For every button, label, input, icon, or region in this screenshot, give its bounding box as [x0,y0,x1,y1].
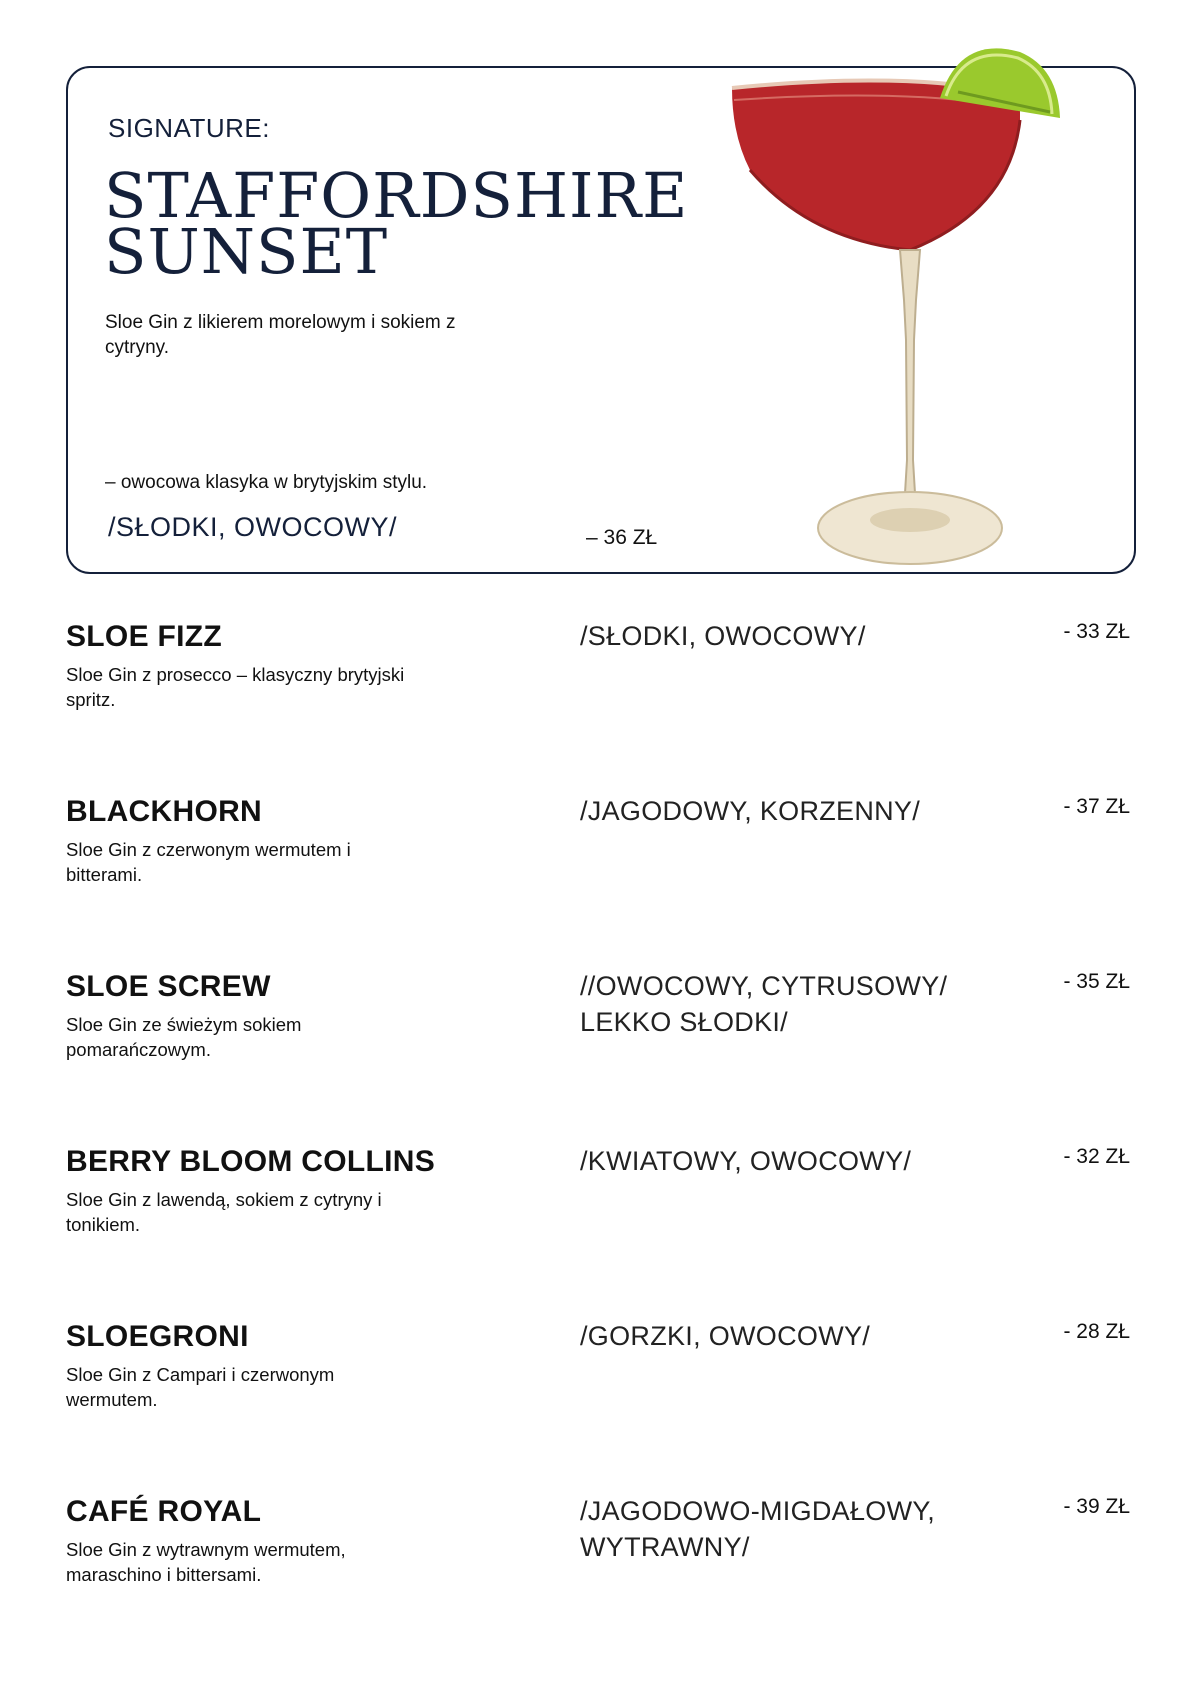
signature-description: Sloe Gin z likierem morelowym i sokiem z cytryny. [105,312,456,358]
item-name: BLACKHORN [66,795,263,828]
item-name: SLOE FIZZ [66,620,223,653]
item-price: - 35 ZŁ [1063,970,1130,993]
item-name: SLOEGRONI [66,1320,249,1353]
item-description: Sloe Gin z czerwonym wermutem i bitterami. [66,839,351,885]
item-flavor: /JAGODOWO-MIGDAŁOWY, WYTRAWNY/ [580,1496,936,1562]
item-flavor: //OWOCOWY, CYTRUSOWY/ LEKKO SŁODKI/ [580,971,948,1037]
item-flavor: /JAGODOWY, KORZENNY/ [580,796,921,826]
item-description: Sloe Gin z wytrawnym wermutem, maraschino i bittersami. [66,1539,346,1585]
item-price: - 37 ZŁ [1063,795,1130,818]
item-price: - 39 ZŁ [1063,1495,1130,1518]
item-price: - 28 ZŁ [1063,1320,1130,1343]
item-name: CAFÉ ROYAL [66,1495,262,1528]
item-description: Sloe Gin ze świeżym sokiem pomarańczowym. [66,1014,302,1060]
cocktail-glass-with-lime-icon [720,40,1100,580]
item-description: Sloe Gin z prosecco – klasyczny brytyjski spritz. [66,664,405,710]
item-name: SLOE SCREW [66,970,271,1003]
signature-tagline: – owocowa klasyka w brytyjskim stylu. [105,472,428,493]
item-flavor: /KWIATOWY, OWOCOWY/ [580,1146,912,1176]
signature-price: – 36 ZŁ [586,526,658,549]
item-description: Sloe Gin z Campari i czerwonym wermutem. [66,1364,335,1410]
item-price: - 33 ZŁ [1063,620,1130,643]
signature-flavor: /SŁODKI, OWOCOWY/ [108,512,398,542]
signature-label: SIGNATURE: [108,113,270,143]
item-flavor: /GORZKI, OWOCOWY/ [580,1321,871,1351]
item-name: BERRY BLOOM COLLINS [66,1145,436,1178]
signature-title: STAFFORDSHIRE SUNSET [104,159,689,288]
item-flavor: /SŁODKI, OWOCOWY/ [580,621,866,651]
item-price: - 32 ZŁ [1063,1145,1130,1168]
item-description: Sloe Gin z lawendą, sokiem z cytryny i tonikiem. [66,1189,382,1235]
